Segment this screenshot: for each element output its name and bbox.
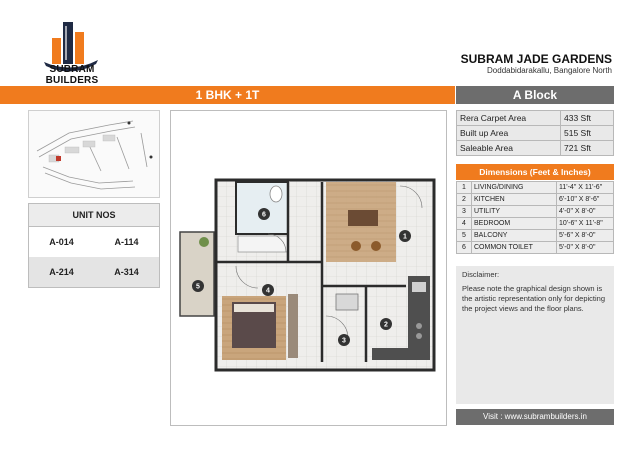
room-number: 3 (342, 337, 346, 345)
disclaimer-title: Disclaimer: (462, 270, 500, 279)
units-header: UNIT NOS (29, 204, 159, 227)
site-key-plan-icon (29, 111, 159, 197)
room-name: COMMON TOILET (472, 242, 557, 254)
room-name: UTILITY (472, 206, 557, 218)
room-number: 2 (384, 321, 388, 329)
room-no: 3 (457, 206, 472, 218)
table-row (457, 126, 614, 141)
room-name: KITCHEN (472, 194, 557, 206)
unit-number: A-114 (94, 227, 159, 257)
table-row (457, 182, 614, 194)
area-value: 515 Sft (561, 126, 614, 141)
room-size: 11'-4" X 11'-6" (557, 182, 614, 194)
key-plan (28, 110, 160, 198)
table-row (457, 218, 614, 230)
unit-number: A-214 (29, 257, 94, 287)
room-no: 1 (457, 182, 472, 194)
room-number: 1 (403, 233, 407, 241)
room-size: 10'-6" X 11'-8" (557, 218, 614, 230)
room-number: 6 (262, 211, 266, 219)
table-row (457, 230, 614, 242)
room-no: 5 (457, 230, 472, 242)
table-row (457, 141, 614, 156)
table-row (457, 206, 614, 218)
dimensions-table (456, 181, 614, 254)
area-table (456, 110, 614, 156)
room-size: 4'-0" X 8'-0" (557, 206, 614, 218)
block-banner: A Block (456, 86, 614, 104)
floor-plan (176, 176, 442, 372)
brand-name: SUBRAM BUILDERS (45, 64, 99, 86)
table-row (457, 194, 614, 206)
room-name: BEDROOM (472, 218, 557, 230)
room-size: 5'-0" X 8'-0" (557, 242, 614, 254)
table-row (457, 111, 614, 126)
project-location: Doddabidarakallu, Bangalore North (487, 66, 612, 75)
disclaimer-box (456, 266, 614, 404)
room-size: 6'-10" X 8'-6" (557, 194, 614, 206)
website-link[interactable]: Visit : www.subrambuilders.in (456, 409, 614, 425)
room-size: 5'-6" X 8'-0" (557, 230, 614, 242)
room-no: 6 (457, 242, 472, 254)
floor-plan-drawing (176, 176, 442, 372)
room-no: 2 (457, 194, 472, 206)
area-value: 433 Sft (561, 111, 614, 126)
area-label: Saleable Area (457, 141, 561, 156)
disclaimer-text: Please note the graphical design shown is the artistic representation only for depicting the project views and the floor plans. (462, 284, 605, 313)
unit-numbers-table (28, 203, 160, 288)
project-title: SUBRAM JADE GARDENS (460, 52, 612, 66)
room-no: 4 (457, 218, 472, 230)
room-name: LIVING/DINING (472, 182, 557, 194)
room-number: 5 (196, 283, 200, 291)
room-number: 4 (266, 287, 270, 295)
unit-number: A-014 (29, 227, 94, 257)
unit-number: A-314 (94, 257, 159, 287)
table-row (457, 242, 614, 254)
area-value: 721 Sft (561, 141, 614, 156)
unit-type-banner: 1 BHK + 1T (0, 86, 455, 104)
dimensions-header: Dimensions (Feet & Inches) (456, 164, 614, 180)
area-label: Rera Carpet Area (457, 111, 561, 126)
area-label: Built up Area (457, 126, 561, 141)
room-name: BALCONY (472, 230, 557, 242)
